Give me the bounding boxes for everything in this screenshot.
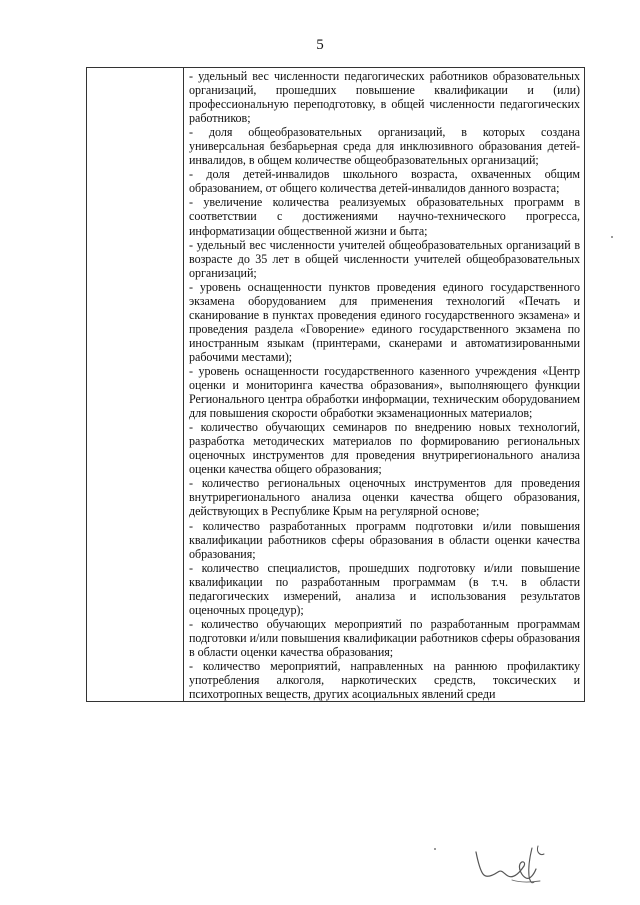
indicator-item-1: - удельный вес численности педагогических работников образовательных организаций, прошедших повышение квалификации и (или) профессиональную переподготовку, в общей численности педагогических работников; xyxy=(189,69,580,126)
indicator-item-10: - количество разработанных программ подготовки и/или повышения квалификации работников сферы образования в области оценки качества образования; xyxy=(189,518,580,561)
indicator-item-3: - доля детей-инвалидов школьного возраста, охваченных общим образованием, от общего количества детей-инвалидов данного возраста; xyxy=(189,167,580,196)
page-number: 5 xyxy=(316,37,324,53)
indicator-item-13: - количество мероприятий, направленных на раннюю профилактику употребления алкоголя, наркотических средств, токсических и психотропных веществ, других асоциальных явлений среди xyxy=(189,658,580,702)
indicator-item-4: - увеличение количества реализуемых образовательных программ в соответствии с достижениями научно-технического прогресса, информатизации общественной жизни и быта; xyxy=(189,195,580,238)
indicator-item-11: - количество специалистов, прошедших подготовку и/или повышение квалификации по разработанным программам (в т.ч. в области педагогических измерений, анализа и использования результатов оценочных процедур); xyxy=(189,560,580,617)
table-left-cell xyxy=(87,68,184,702)
scan-speck xyxy=(434,848,436,850)
table-right-cell xyxy=(184,68,585,702)
scan-speck xyxy=(611,236,613,238)
indicator-item-7: - уровень оснащенности государственного казенного учреждения «Центр оценки и мониторинга качества образования», выполняющего функции Регионального центра обработки информации, техническим оборудованием для повышения скорости обработки экзаменационных материалов; xyxy=(189,363,580,421)
handwritten-signature xyxy=(468,836,558,888)
indicator-item-5: - удельный вес численности учителей общеобразовательных организаций в возрасте до 35 лет в общей численности учителей общеобразовательных организаций; xyxy=(189,237,580,280)
indicator-item-6: - уровень оснащенности пунктов проведения единого государственного экзамена оборудованием для применения технологий «Печать и сканирование в пунктах проведения единого государственного экзамена» и проведения раздела «Говорение» единого государственного экзамена по иностранным языкам (принтерами, сканерами и автоматизированными рабочими местами); xyxy=(189,279,580,364)
indicator-item-9: - количество региональных оценочных инструментов для проведения внутрирегионального анализа оценки качества общего образования, действующих в Республике Крым на регулярной основе; xyxy=(189,476,580,519)
indicator-item-2: - доля общеобразовательных организаций, в которых создана универсальная безбарьерная среда для инклюзивного образования детей-инвалидов, в общем количестве общеобразовательных организаций; xyxy=(189,125,580,168)
indicator-item-12: - количество обучающих мероприятий по разработанным программам подготовки и/или повышения квалификации работников сферы образования в области оценки качества образования; xyxy=(189,616,580,659)
indicator-item-8: - количество обучающих семинаров по внедрению новых технологий, разработка методических материалов по формированию региональных оценочных инструментов для проведения внутрирегионального анализа оценки качества общего образования; xyxy=(189,420,580,477)
indicators-table xyxy=(86,67,585,702)
table-row xyxy=(87,68,585,702)
